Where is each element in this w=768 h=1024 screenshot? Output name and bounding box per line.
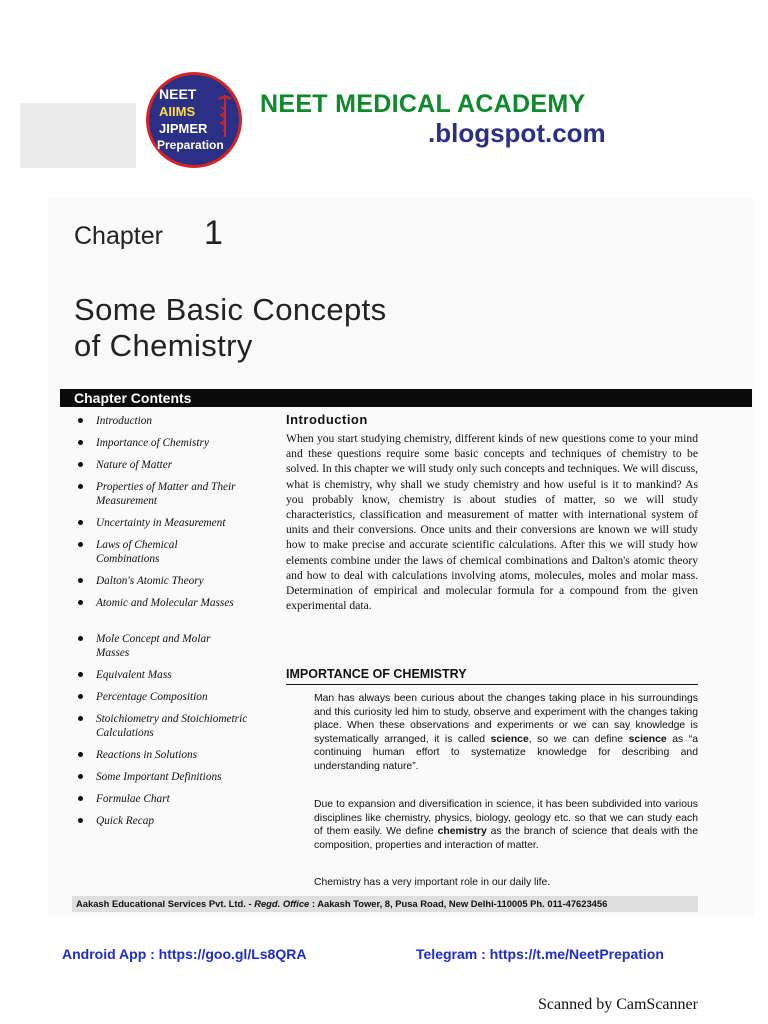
- telegram-link[interactable]: Telegram : https://t.me/NeetPrepation: [416, 946, 664, 962]
- contents-item: [78, 814, 266, 828]
- office-label: Regd. Office: [254, 898, 310, 909]
- contents-item: [78, 748, 266, 762]
- term-chemistry: chemistry: [437, 826, 487, 838]
- bullet-icon: [78, 694, 83, 699]
- text-run: as the branch of science that deals with the composition, properties and interaction of matter.: [314, 826, 698, 851]
- footer-separator: -: [245, 898, 255, 909]
- section-rule: [286, 684, 698, 685]
- office-address: : Aakash Tower, 8, Pusa Road, New Delhi-110005 Ph. 011-47623456: [309, 898, 608, 909]
- contents-item: [78, 632, 244, 660]
- bullet-icon: [78, 796, 83, 801]
- term-science: science: [628, 733, 667, 745]
- bullet-icon: [78, 440, 83, 445]
- importance-paragraph-1: [314, 692, 698, 774]
- logo-text-jipmer: JIPMER: [159, 121, 208, 136]
- caduceus-icon: [217, 93, 233, 139]
- contents-item: [78, 458, 266, 472]
- importance-paragraph-2: [314, 798, 698, 852]
- text-run: as “a continuing human effort to systematize knowledge for describing and understanding nature”.: [314, 733, 698, 772]
- bullet-icon: [78, 774, 83, 779]
- importance-paragraph-3: Chemistry has a very important role in our daily life.: [314, 877, 551, 888]
- publisher-name: Aakash Educational Services Pvt. Ltd.: [76, 898, 246, 909]
- contents-item-label: Formulae Chart: [96, 793, 170, 805]
- logo-text-preparation: Preparation: [157, 138, 224, 152]
- contents-item: [78, 516, 266, 530]
- camscanner-watermark: Scanned by CamScanner: [538, 996, 698, 1013]
- android-app-link[interactable]: Android App : https://goo.gl/Ls8QRA: [62, 946, 307, 962]
- bullet-icon: [78, 520, 83, 525]
- brand-subtitle: .blogspot.com: [428, 118, 606, 148]
- bullet-icon: [78, 600, 83, 605]
- contents-item-label: Properties of Matter and Their Measurement: [96, 481, 236, 507]
- contents-item: [78, 596, 238, 610]
- contents-item: [78, 436, 266, 450]
- bullet-icon: [78, 462, 83, 467]
- contents-item-label: Some Important Definitions: [96, 771, 222, 783]
- brand-title: NEET MEDICAL ACADEMY: [260, 90, 586, 118]
- academy-logo: [146, 72, 242, 168]
- contents-item-label: Nature of Matter: [96, 459, 173, 471]
- contents-item: [78, 668, 266, 682]
- introduction-body: When you start studying chemistry, different kinds of new questions come to your mind and these questions require some basic concepts and techniques of chemistry to be solved. In this chapter we will study only such concepts and techniques. We will discuss, what is chemistry, why shall we study chemistry and how useful is it to mankind? As you probably know, chemistry is about studies of matter, so we will study characteristics, classification and measurement of matter with international system of units and their conversions. Once units and their conversions are known we will study how to make precise and accurate scientific calculations. After this we will study how elements combine under the laws of chemical combinations and Dalton's atomic theory and how to deal with calculations involving atoms, molecules, moles and molar mass. Determination of empirical and molecular formula for a compound from the given experimental data.: [286, 432, 698, 613]
- contents-item-label: Mole Concept and Molar Masses: [96, 633, 211, 659]
- logo-text-aiims: AIIMS: [159, 104, 196, 119]
- text-run: , so we can define: [528, 733, 629, 745]
- bullet-icon: [78, 418, 83, 423]
- chapter-title-line-2: of Chemistry: [74, 328, 253, 363]
- contents-item-label: Atomic and Molecular Masses: [96, 597, 234, 609]
- bullet-icon: [78, 484, 83, 489]
- importance-heading: IMPORTANCE OF CHEMISTRY: [286, 667, 467, 681]
- scan-edge-left: [20, 103, 136, 168]
- chapter-title-line-1: Some Basic Concepts: [74, 292, 387, 327]
- contents-item: [78, 480, 248, 508]
- contents-item-label: Introduction: [96, 415, 153, 427]
- contents-item-label: Importance of Chemistry: [96, 437, 209, 449]
- contents-item: [78, 538, 228, 566]
- bullet-icon: [78, 636, 83, 641]
- bullet-icon: [78, 542, 83, 547]
- contents-item-label: Uncertainty in Measurement: [96, 517, 226, 529]
- contents-item: [78, 792, 266, 806]
- contents-item-label: Laws of Chemical Combinations: [96, 539, 178, 565]
- contents-item: [78, 712, 256, 740]
- bullet-icon: [78, 716, 83, 721]
- bullet-icon: [78, 672, 83, 677]
- bullet-icon: [78, 578, 83, 583]
- contents-item-label: Quick Recap: [96, 815, 155, 827]
- introduction-heading: Introduction: [286, 412, 368, 427]
- contents-item-label: Dalton's Atomic Theory: [96, 575, 204, 587]
- contents-item: [78, 574, 266, 588]
- contents-item-label: Equivalent Mass: [96, 669, 172, 681]
- chapter-contents-heading: Chapter Contents: [74, 390, 192, 406]
- chapter-label: Chapter: [74, 222, 163, 250]
- contents-item: [78, 690, 266, 704]
- contents-item: [78, 414, 266, 428]
- contents-item: [78, 770, 266, 784]
- term-science: science: [490, 733, 529, 745]
- contents-item-label: Reactions in Solutions: [96, 749, 198, 761]
- chapter-number: 1: [204, 214, 223, 252]
- bullet-icon: [78, 818, 83, 823]
- contents-item-label: Percentage Composition: [96, 691, 208, 703]
- publisher-footer: [76, 896, 607, 912]
- text-run: Man has always been curious about the changes taking place in his surroundings and this curiosity led him to study, observe and experiment with the changes taking place. When these observations and experiments or we can say knowledge is systematically arranged, it is called: [314, 693, 698, 745]
- text-run: Due to expansion and diversification in science, it has been subdivided into various disciplines like chemistry, physics, biology, geology etc. so that we can study each of them easily. We define: [314, 799, 698, 838]
- contents-item-label: Stoichiometry and Stoichiometric Calculations: [96, 713, 248, 739]
- logo-text-neet: NEET: [159, 86, 197, 102]
- bullet-icon: [78, 752, 83, 757]
